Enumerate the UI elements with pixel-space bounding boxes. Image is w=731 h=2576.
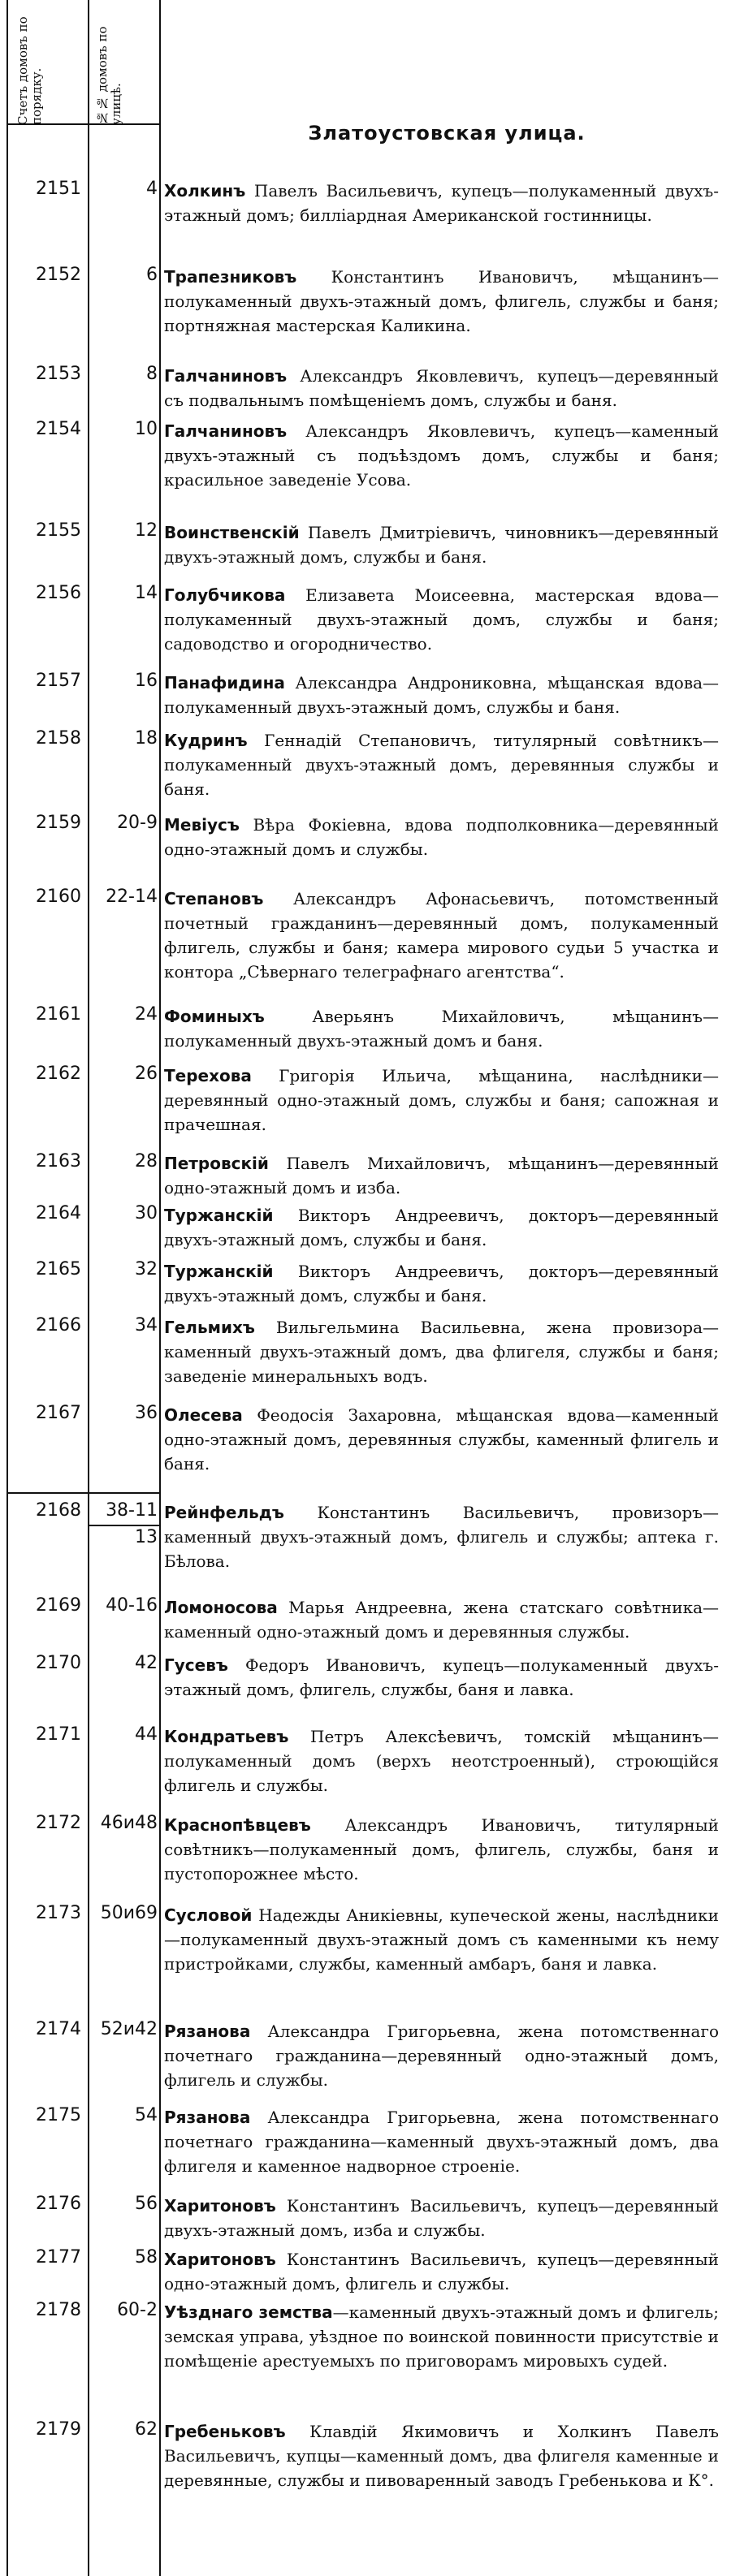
entry-street-number-secondary: 13 xyxy=(135,1527,158,1547)
entry-order-number: 2175 xyxy=(36,2105,81,2125)
entry-description: Александра Григорьевна, жена потомственнаго почетнаго гражданина—каменный двухъ-этажный домъ, два флигеля и каменное надворное строеніе. xyxy=(164,2108,719,2176)
entry-description: Александръ Яковлевичъ, купецъ—каменный двухъ-этажный съ подъѣздомъ домъ, службы и баня; красильное заведеніе Усова. xyxy=(164,421,719,490)
entry-street-number: 60-2 xyxy=(117,2300,158,2320)
entry-text xyxy=(164,671,719,719)
owner-name: Кондратьевъ xyxy=(164,1727,289,1746)
owner-name: Харитоновъ xyxy=(164,2250,276,2269)
entry-street-number: 28 xyxy=(135,1151,158,1171)
entry-text xyxy=(164,1595,719,1644)
entry-order-number: 2158 xyxy=(36,728,81,749)
entry-street-number: 16 xyxy=(135,671,158,691)
entry-street-number: 38-11 xyxy=(106,1500,158,1521)
entry-description: Александръ Ивановичъ, титулярный совѣтникъ—полукаменный домъ, флигель, службы, баня и пустопорожнее мѣсто. xyxy=(164,1815,719,1883)
entry-text xyxy=(164,520,719,569)
owner-name: Галчаниновъ xyxy=(164,366,288,386)
entry-description: Григорія Ильича, мѣщанина, наслѣдники—деревянный одно-этажный домъ, службы и баня; сапожная и прачешная. xyxy=(164,1066,719,1134)
owner-name: Степановъ xyxy=(164,889,264,908)
entry-text xyxy=(164,728,719,801)
entry-street-number: 62 xyxy=(135,2419,158,2440)
entry-street-number: 50и69 xyxy=(100,1903,158,1923)
entry-description: Александра Григорьевна, жена потомственнаго почетнаго гражданина—деревянный одно-этажный домъ, флигель и службы. xyxy=(164,2022,719,2090)
entry-text xyxy=(164,887,719,984)
entry-text xyxy=(164,364,719,412)
street-title: Златоустовская улица. xyxy=(308,122,586,145)
entry-description: Вильгельмина Васильевна, жена провизора—каменный двухъ-этажный домъ, два флигеля, службы и баня; заведеніе минеральныхъ водъ. xyxy=(164,1318,719,1386)
entry-text xyxy=(164,1004,719,1053)
entry-street-number: 6 xyxy=(146,265,158,285)
entry-street-number: 24 xyxy=(135,1004,158,1025)
entry-street-number: 42 xyxy=(135,1653,158,1673)
entry-text xyxy=(164,2247,719,2296)
entry-description: —каменный двухъ-этажный домъ и флигель; земская управа, уѣздное по воинской повинности присутствіе и помѣщеніе арестуемыхъ по приговорамъ мировыхъ судей. xyxy=(164,2302,719,2371)
entry-order-number: 2177 xyxy=(36,2247,81,2267)
entry-text xyxy=(164,2300,719,2373)
owner-name: Сусловой xyxy=(164,1905,253,1925)
entry-order-number: 2155 xyxy=(36,520,81,541)
entry-text xyxy=(164,419,719,492)
entry-street-number: 8 xyxy=(146,364,158,384)
entry-description: Геннадій Степановичъ, титулярный совѣтникъ—полукаменный двухъ-этажный домъ, деревянныя службы и баня. xyxy=(164,731,719,799)
entry-description: Павелъ Дмитріевичъ, чиновникъ—деревянный двухъ-этажный домъ, службы и баня. xyxy=(164,523,719,567)
entry-text xyxy=(164,179,719,227)
column-header-street-number: №№ домовъ по улицѣ. xyxy=(95,26,123,125)
entry-text xyxy=(164,1653,719,1702)
entry-street-number: 14 xyxy=(135,583,158,603)
entry-description: Павелъ Михайловичъ, мѣщанинъ—деревянный одно-этажный домъ и изба. xyxy=(164,1154,719,1197)
entry-street-number: 4 xyxy=(146,179,158,199)
entry-text xyxy=(164,1064,719,1137)
owner-name: Фоминыхъ xyxy=(164,1007,265,1026)
entry-text xyxy=(164,1403,719,1476)
entry-description: Федоръ Ивановичъ, купецъ—полукаменный двухъ-этажный домъ, флигель, службы, баня и лавка. xyxy=(164,1655,719,1699)
owner-name: Туржанскій xyxy=(164,1262,274,1281)
column-rule-2 xyxy=(159,0,161,2576)
owner-name: Кудринъ xyxy=(164,731,248,750)
entry-description: Викторъ Андреевичъ, докторъ—деревянный двухъ-этажный домъ, службы и баня. xyxy=(164,1262,719,1305)
owner-name: Гусевъ xyxy=(164,1655,228,1675)
owner-name: Ломоносова xyxy=(164,1598,278,1617)
entry-street-number: 22-14 xyxy=(106,887,158,907)
entry-text xyxy=(164,813,719,861)
entry-description: Надежды Аникіевны, купеческой жены, наслѣдники—полукаменный двухъ-этажный домъ съ каменными къ нему пристройками, службы, каменный амбаръ, баня и лавка. xyxy=(164,1905,719,1974)
street-number-separator xyxy=(89,1525,159,1526)
entry-street-number: 34 xyxy=(135,1315,158,1335)
owner-name: Холкинъ xyxy=(164,181,246,201)
entry-text xyxy=(164,1315,719,1388)
entry-text xyxy=(164,2019,719,2092)
owner-name: Голубчикова xyxy=(164,585,286,605)
entry-order-number: 2163 xyxy=(36,1151,81,1171)
column-rule-1 xyxy=(88,0,89,2576)
entry-order-number: 2160 xyxy=(36,887,81,907)
owner-name: Гребеньковъ xyxy=(164,2422,286,2441)
owner-name: Краснопѣвцевъ xyxy=(164,1815,311,1835)
entry-order-number: 2159 xyxy=(36,813,81,833)
entry-text xyxy=(164,1151,719,1200)
entry-description: Клавдій Якимовичъ и Холкинъ Павелъ Васильевичъ, купцы—каменный домъ, два флигеля каменные и деревянные, службы и пивоваренный заводъ Гребенькова и К°. xyxy=(164,2422,719,2490)
entry-description: Вѣра Фокіевна, вдова подполковника—деревянный одно-этажный домъ и службы. xyxy=(164,815,719,859)
entry-order-number: 2170 xyxy=(36,1653,81,1673)
entry-order-number: 2168 xyxy=(36,1500,81,1521)
entry-street-number: 10 xyxy=(135,419,158,439)
entry-street-number: 20-9 xyxy=(117,813,158,833)
entry-description: Викторъ Андреевичъ, докторъ—деревянный двухъ-этажный домъ, службы и баня. xyxy=(164,1206,719,1249)
entry-street-number: 26 xyxy=(135,1064,158,1084)
entry-description: Аверьянъ Михайловичъ, мѣщанинъ—полукаменный двухъ-этажный домъ и баня. xyxy=(164,1007,719,1051)
entry-text xyxy=(164,265,719,338)
entry-description: Марья Андреевна, жена статскаго совѣтника—каменный одно-этажный домъ и деревянныя службы. xyxy=(164,1598,719,1642)
entry-text xyxy=(164,2419,719,2492)
entry-description: Павелъ Васильевичъ, купецъ—полукаменный двухъ-этажный домъ; билліардная Американской гостинницы. xyxy=(164,181,719,225)
owner-name: Харитоновъ xyxy=(164,2196,276,2216)
entry-street-number: 46и48 xyxy=(100,1813,158,1833)
owner-name: Трапезниковъ xyxy=(164,267,297,287)
entry-description: Константинъ Васильевичъ, провизоръ—каменный двухъ-этажный домъ, флигель и службы; аптека г. Бѣлова. xyxy=(164,1503,719,1571)
column-rule-left xyxy=(6,0,8,2576)
entry-order-number: 2152 xyxy=(36,265,81,285)
entry-street-number: 58 xyxy=(135,2247,158,2267)
entry-order-number: 2169 xyxy=(36,1595,81,1616)
owner-name: Мевіусъ xyxy=(164,815,240,835)
entry-order-number: 2161 xyxy=(36,1004,81,1025)
entry-order-number: 2174 xyxy=(36,2019,81,2039)
entry-order-number: 2165 xyxy=(36,1259,81,1279)
entry-text xyxy=(164,583,719,656)
entry-text xyxy=(164,1724,719,1797)
entry-street-number: 40-16 xyxy=(106,1595,158,1616)
owner-name: Рязанова xyxy=(164,2022,251,2041)
owner-name: Терехова xyxy=(164,1066,252,1085)
entry-order-number: 2164 xyxy=(36,1203,81,1223)
entry-separator xyxy=(6,1492,161,1494)
entry-text xyxy=(164,1500,719,1573)
entry-order-number: 2167 xyxy=(36,1403,81,1423)
entry-order-number: 2176 xyxy=(36,2194,81,2214)
entry-order-number: 2151 xyxy=(36,179,81,199)
owner-name: Галчаниновъ xyxy=(164,421,288,441)
column-header-order: Счетъ домовъ по порядку. xyxy=(15,16,44,125)
entry-street-number: 54 xyxy=(135,2105,158,2125)
entry-description: Феодосія Захаровна, мѣщанская вдова—каменный одно-этажный домъ, деревянныя службы, каменный флигель и баня. xyxy=(164,1405,719,1474)
owner-name: Воинственскій xyxy=(164,523,300,542)
entry-order-number: 2157 xyxy=(36,671,81,691)
entry-order-number: 2153 xyxy=(36,364,81,384)
entry-text xyxy=(164,1203,719,1252)
entry-order-number: 2179 xyxy=(36,2419,81,2440)
owner-name: Рейнфельдъ xyxy=(164,1503,284,1522)
entry-street-number: 36 xyxy=(135,1403,158,1423)
owner-name: Туржанскій xyxy=(164,1206,274,1225)
entry-description: Константинъ Васильевичъ, купецъ—деревянный одно-этажный домъ, флигель и службы. xyxy=(164,2250,719,2293)
owner-name: Гельмихъ xyxy=(164,1318,255,1337)
owner-name: Рязанова xyxy=(164,2108,251,2127)
owner-name: Уѣзднаго земства xyxy=(164,2302,333,2322)
owner-name: Олесева xyxy=(164,1405,243,1425)
owner-name: Панафидина xyxy=(164,673,285,693)
entry-order-number: 2171 xyxy=(36,1724,81,1745)
entry-description: Елизавета Моисеевна, мастерская вдова—полукаменный двухъ-этажный домъ, службы и баня; садоводство и огородничество. xyxy=(164,585,719,654)
entry-description: Константинъ Васильевичъ, купецъ—деревянный двухъ-этажный домъ, изба и службы. xyxy=(164,2196,719,2240)
entry-order-number: 2156 xyxy=(36,583,81,603)
entry-text xyxy=(164,1813,719,1886)
entry-street-number: 12 xyxy=(135,520,158,541)
entry-order-number: 2166 xyxy=(36,1315,81,1335)
entry-description: Петръ Алексѣевичъ, томскій мѣщанинъ—полукаменный домъ (верхъ неотстроенный), строющійся флигель и службы. xyxy=(164,1727,719,1795)
entry-street-number: 32 xyxy=(135,1259,158,1279)
entry-order-number: 2154 xyxy=(36,419,81,439)
entry-description: Александръ Яковлевичъ, купецъ—деревянный съ подвальнымъ помѣщеніемъ домъ, службы и баня. xyxy=(164,366,719,410)
entry-order-number: 2172 xyxy=(36,1813,81,1833)
entry-description: Александра Андрониковна, мѣщанская вдова—полукаменный двухъ-этажный домъ, службы и баня. xyxy=(164,673,719,717)
entry-order-number: 2178 xyxy=(36,2300,81,2320)
entry-street-number: 52и42 xyxy=(100,2019,158,2039)
entry-street-number: 18 xyxy=(135,728,158,749)
entry-street-number: 56 xyxy=(135,2194,158,2214)
entry-description: Александръ Афонасьевичъ, потомственный почетный гражданинъ—деревянный домъ, полукаменный флигель, службы и баня; камера мирового судьи 5 участка и контора „Сѣвернаго телеграфнаго агентства“. xyxy=(164,889,719,982)
entry-text xyxy=(164,1259,719,1308)
entry-street-number: 44 xyxy=(135,1724,158,1745)
entry-street-number: 30 xyxy=(135,1203,158,1223)
entry-order-number: 2173 xyxy=(36,1903,81,1923)
entry-text xyxy=(164,2105,719,2178)
owner-name: Петровскій xyxy=(164,1154,269,1173)
entry-order-number: 2162 xyxy=(36,1064,81,1084)
entry-description: Константинъ Ивановичъ, мѣщанинъ—полукаменный двухъ-этажный домъ, флигель, службы и баня; портняжная мастерская Каликина. xyxy=(164,267,719,335)
entry-text xyxy=(164,1903,719,1976)
entry-text xyxy=(164,2194,719,2242)
